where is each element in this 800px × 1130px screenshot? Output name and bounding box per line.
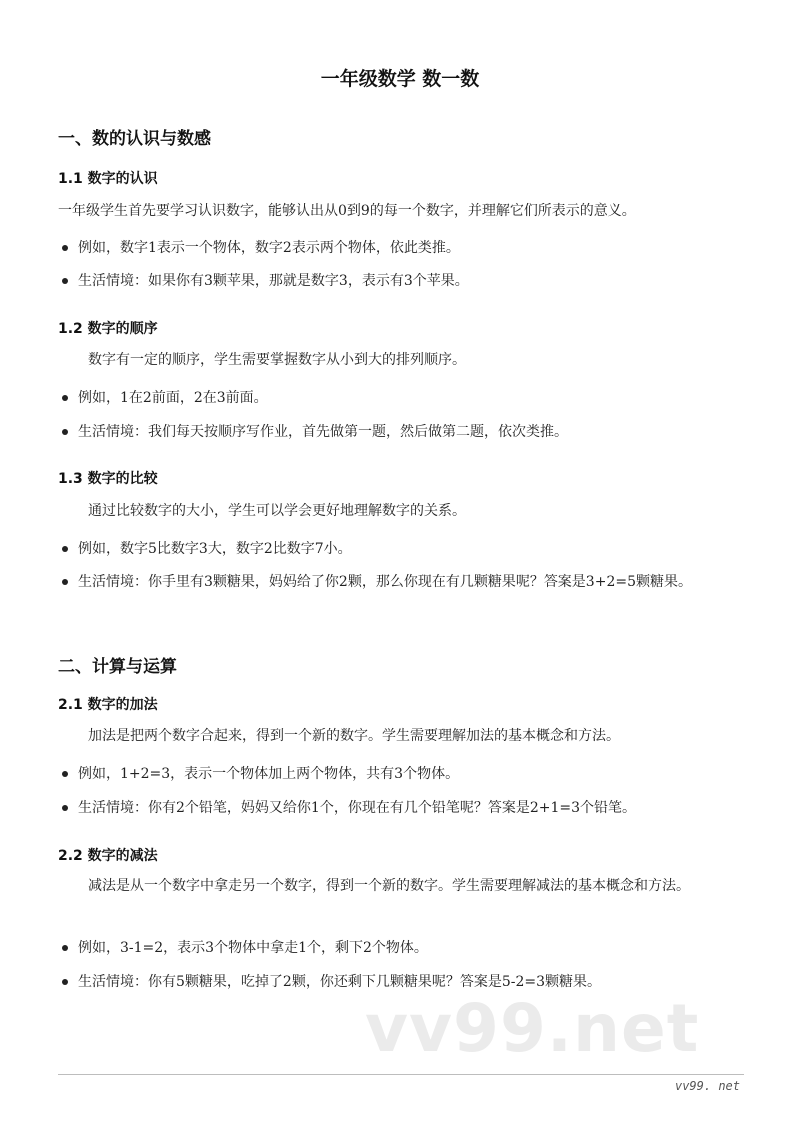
footer-text: vv99. net [674, 1079, 740, 1093]
bullet-dot [62, 579, 68, 585]
list-item: 例如，数字5比数字3大，数字2比数字7小。 [78, 541, 352, 557]
bullet-dot [62, 945, 68, 951]
paragraph: 一年级学生首先要学习认识数字，能够认出从0到9的每一个数字，并理解它们所表示的意义。 [58, 203, 636, 219]
bullet-dot [62, 395, 68, 401]
list-item: 生活情境：你有5颗糖果，吃掉了2颗，你还剩下几颗糖果呢？答案是5-2=3颗糖果。 [78, 974, 601, 990]
section-heading: 一、数的认识与数感 [58, 129, 211, 149]
bullet-dot [62, 546, 68, 552]
watermark: vv99.net [365, 990, 700, 1067]
subsection-heading: 2.1 数字的加法 [58, 697, 158, 713]
subsection-heading: 2.2 数字的减法 [58, 848, 158, 864]
list-item: 例如，数字1表示一个物体，数字2表示两个物体，依此类推。 [78, 240, 460, 256]
list-item: 生活情境：你有2个铅笔，妈妈又给你1个，你现在有几个铅笔呢？答案是2+1=3个铅笔。 [78, 800, 636, 816]
paragraph: 通过比较数字的大小，学生可以学会更好地理解数字的关系。 [88, 503, 466, 519]
list-item: 生活情境：如果你有3颗苹果，那就是数字3，表示有3个苹果。 [78, 273, 469, 289]
bullet-dot [62, 771, 68, 777]
bullet-dot [62, 979, 68, 985]
page-title: 一年级数学 数一数 [320, 68, 480, 90]
bullet-dot [62, 429, 68, 435]
list-item: 例如，1+2=3，表示一个物体加上两个物体，共有3个物体。 [78, 766, 460, 782]
list-item: 生活情境：我们每天按顺序写作业，首先做第一题，然后做第二题，依次类推。 [78, 424, 568, 440]
bullet-dot [62, 805, 68, 811]
paragraph: 加法是把两个数字合起来，得到一个新的数字。学生需要理解加法的基本概念和方法。 [88, 728, 620, 744]
paragraph: 数字有一定的顺序，学生需要掌握数字从小到大的排列顺序。 [88, 352, 466, 368]
subsection-heading: 1.2 数字的顺序 [58, 321, 158, 337]
list-item: 生活情境：你手里有3颗糖果，妈妈给了你2颗，那么你现在有几颗糖果呢？答案是3+2=5颗糖果。 [78, 574, 692, 590]
subsection-heading: 1.1 数字的认识 [58, 171, 158, 187]
list-item: 例如，1在2前面，2在3前面。 [78, 390, 268, 406]
list-item: 例如，3-1=2，表示3个物体中拿走1个，剩下2个物体。 [78, 940, 428, 956]
bullet-dot [62, 278, 68, 284]
footer-divider [58, 1074, 744, 1075]
section-heading: 二、计算与运算 [58, 657, 177, 677]
subsection-heading: 1.3 数字的比较 [58, 471, 158, 487]
paragraph: 减法是从一个数字中拿走另一个数字，得到一个新的数字。学生需要理解减法的基本概念和方法。 [88, 878, 690, 894]
bullet-dot [62, 245, 68, 251]
